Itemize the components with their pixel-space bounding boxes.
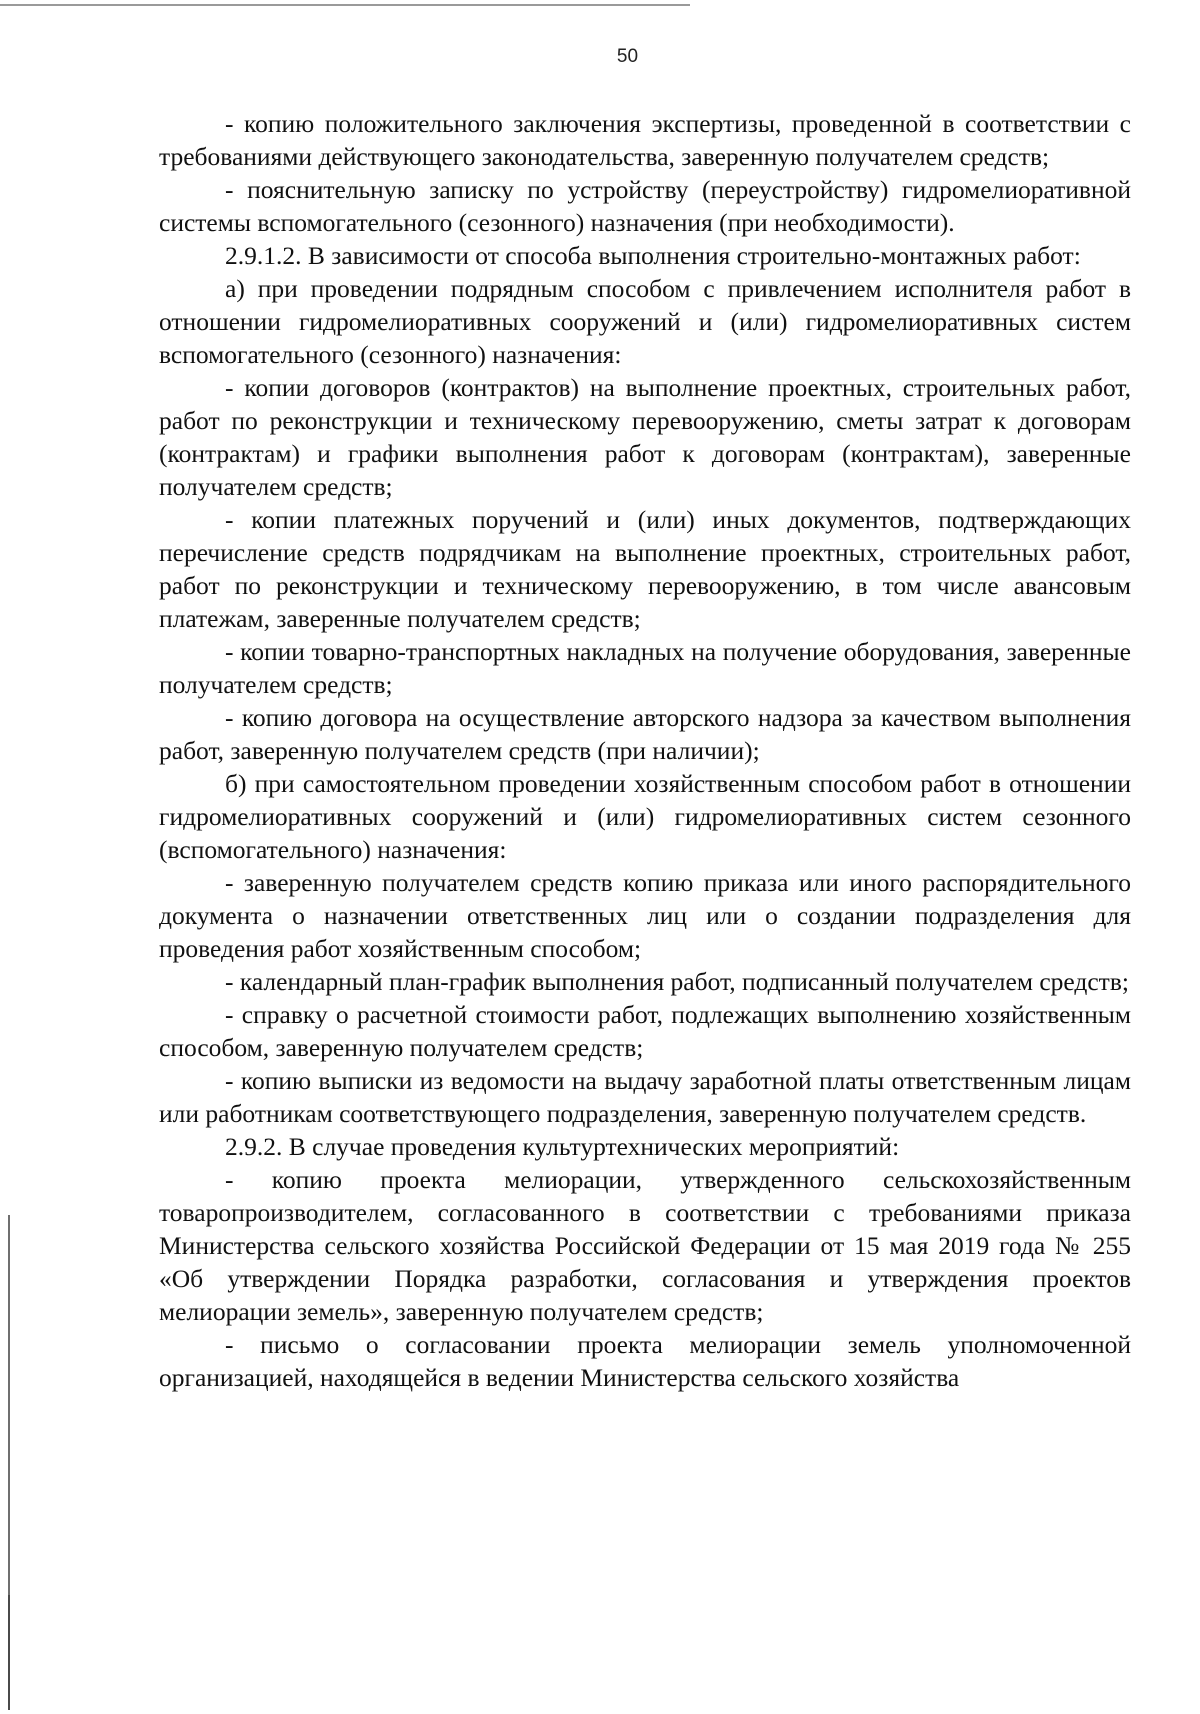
- top-scan-rule: [0, 4, 690, 6]
- paragraph-waybills: - копии товарно-транспортных накладных на получение оборудования, заверенные получателем средств;: [159, 637, 1131, 699]
- paragraph-contract-method: а) при проведении подрядным способом с привлечением исполнителя работ в отношении гидромелиоративных сооружений и (или) гидромелиоративных систем вспомогательного (сезонного) назначения:: [159, 274, 1131, 369]
- document-body: [159, 107, 1131, 1394]
- paragraph-section-2-9-2: 2.9.2. В случае проведения культуртехнических мероприятий:: [225, 1132, 900, 1161]
- paragraph-supervision-contract: - копию договора на осуществление авторского надзора за качеством выполнения работ, заверенную получателем средств (при наличии);: [159, 703, 1131, 765]
- paragraph-order-copy: - заверенную получателем средств копию приказа или иного распорядительного документа о назначении ответственных лиц или о создании подразделения для проведения работ хозяйственным способом;: [159, 868, 1131, 963]
- paragraph-expertise-copy: - копию положительного заключения экспертизы, проведенной в соответствии с требованиями действующего законодательства, заверенную получателем средств;: [159, 109, 1131, 171]
- paragraph-contract-copies: - копии договоров (контрактов) на выполнение проектных, строительных работ, работ по реконструкции и техническому перевооружению, сметы затрат к договорам (контрактам) и графики выполнения работ к договорам (контрактам), заверенные получателем средств;: [159, 373, 1131, 501]
- paragraph-economic-method: б) при самостоятельном проведении хозяйственным способом работ в отношении гидромелиоративных сооружений и (или) гидромелиоративных систем сезонного (вспомогательного) назначения:: [159, 769, 1131, 864]
- left-scan-edge-lower: [8, 1595, 10, 1710]
- paragraph-section-2-9-1-2: 2.9.1.2. В зависимости от способа выполнения строительно-монтажных работ:: [225, 241, 1081, 270]
- page-number: 50: [616, 46, 639, 67]
- paragraph-explanatory-note: - пояснительную записку по устройству (переустройству) гидромелиоративной системы вспомогательного (сезонного) назначения (при необходимости).: [159, 175, 1131, 237]
- paragraph-cost-certificate: - справку о расчетной стоимости работ, подлежащих выполнению хозяйственным способом, заверенную получателем средств;: [159, 1000, 1131, 1062]
- left-scan-edge: [8, 1215, 10, 1645]
- paragraph-payment-orders: - копии платежных поручений и (или) иных документов, подтверждающих перечисление средств подрядчикам на выполнение проектных, строительных работ, работ по реконструкции и техническому перевооружению, в том числе авансовым платежам, заверенные получателем средств;: [159, 505, 1131, 633]
- paragraph-approval-letter: - письмо о согласовании проекта мелиорации земель уполномоченной организацией, находящейся в ведении Министерства сельского хозяйства: [159, 1330, 1131, 1392]
- paragraph-melioration-project: - копию проекта мелиорации, утвержденного сельскохозяйственным товаропроизводителем, согласованного в соответствии с требованиями приказа Министерства сельского хозяйства Российской Федерации от 15 мая 2019 года № 255 «Об утверждении Порядка разработки, согласования и утверждения проектов мелиорации земель», заверенную получателем средств;: [159, 1165, 1131, 1326]
- paragraph-calendar-plan: - календарный план-график выполнения работ, подписанный получателем средств;: [225, 967, 1129, 996]
- paragraph-payroll-extract: - копию выписки из ведомости на выдачу заработной платы ответственным лицам или работникам соответствующего подразделения, заверенную получателем средств.: [159, 1066, 1131, 1128]
